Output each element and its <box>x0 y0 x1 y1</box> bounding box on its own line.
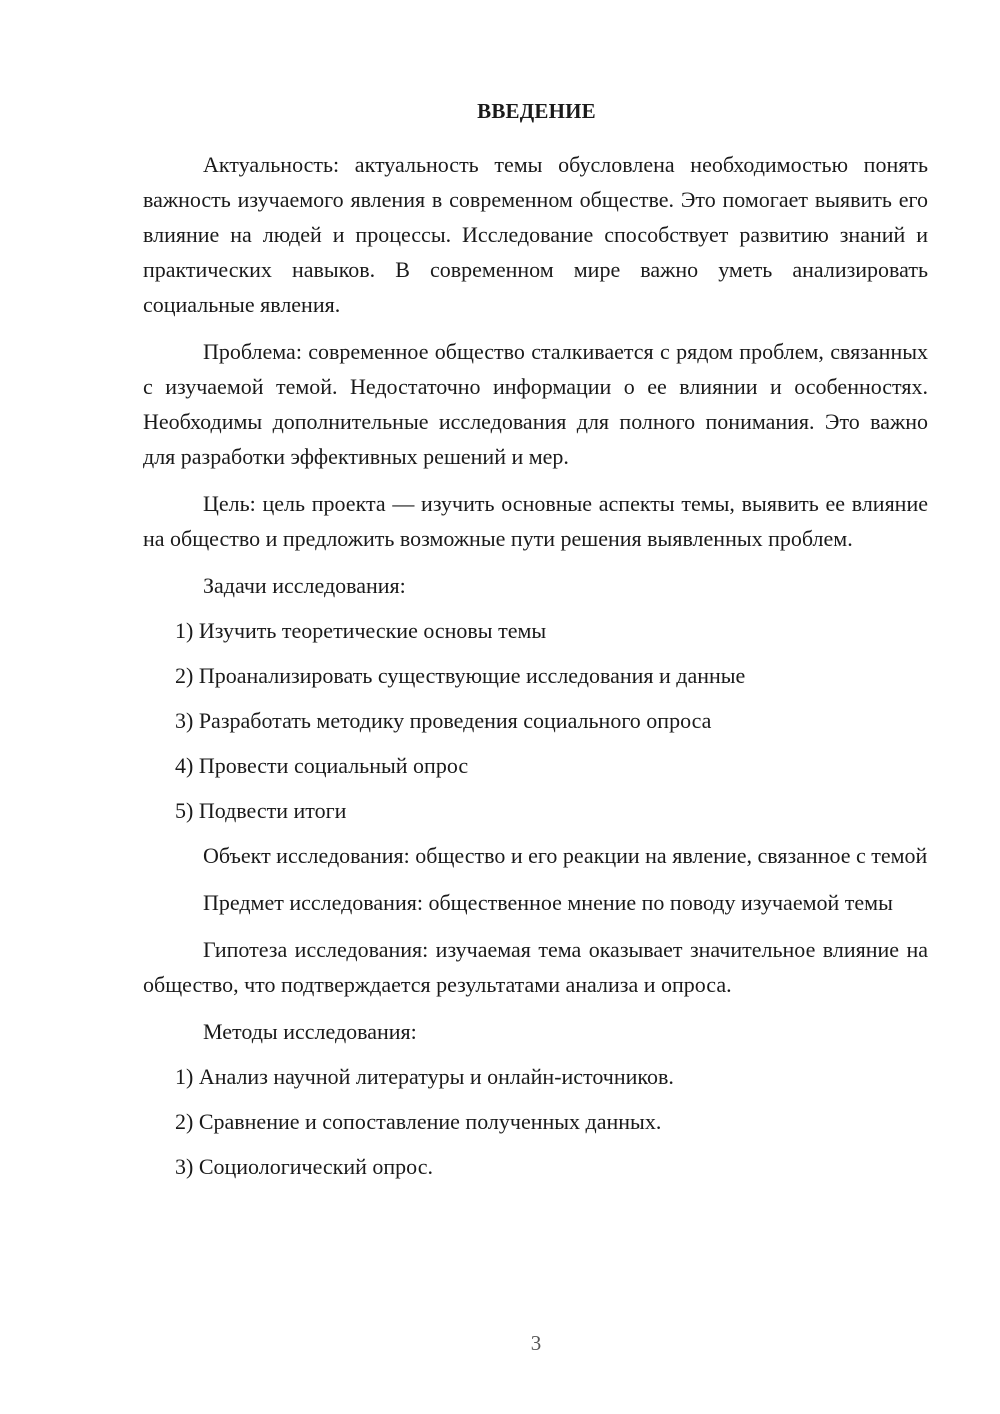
list-item: 2) Проанализировать существующие исследования и данные <box>175 663 746 688</box>
hypothesis-paragraph: Гипотеза исследования: изучаемая тема оказывает значительное влияние на общество, что подтверждается результатами анализа и опроса. <box>143 937 928 997</box>
tasks-list <box>143 613 928 828</box>
list-item: 4) Провести социальный опрос <box>175 753 469 778</box>
list-item: 3) Социологический опрос. <box>175 1154 433 1179</box>
page-content <box>143 94 928 1194</box>
section-title: ВВЕДЕНИЕ <box>477 99 596 123</box>
problem-paragraph: Проблема: современное общество сталкивается с рядом проблем, связанных с изучаемой темой. Недостаточно информации о ее влиянии и особенностях. Необходимы дополнительные исследования для полного понимания. Это важно для разработки эффективных решений и мер. <box>143 339 928 469</box>
object-paragraph: Объект исследования: общество и его реакции на явление, связанное с темой <box>203 843 928 868</box>
list-item: 5) Подвести итоги <box>175 798 347 823</box>
relevance-paragraph: Актуальность: актуальность темы обусловлена необходимостью понять важность изучаемого явления в современном обществе. Это помогает выявить его влияние на людей и процессы. Исследование способствует развитию знаний и практических навыков. В современном мире важно уметь анализировать социальные явления. <box>143 152 928 317</box>
goal-paragraph: Цель: цель проекта — изучить основные аспекты темы, выявить ее влияние на общество и предложить возможные пути решения выявленных проблем. <box>143 491 928 551</box>
list-item: 1) Изучить теоретические основы темы <box>175 618 547 643</box>
list-item: 3) Разработать методику проведения социального опроса <box>175 708 712 733</box>
tasks-heading: Задачи исследования: <box>203 573 406 598</box>
list-item: 2) Сравнение и сопоставление полученных данных. <box>175 1109 662 1134</box>
list-item: 1) Анализ научной литературы и онлайн-источников. <box>175 1064 674 1089</box>
subject-paragraph: Предмет исследования: общественное мнение по поводу изучаемой темы <box>203 890 893 915</box>
methods-list <box>143 1059 928 1184</box>
page-number: 3 <box>530 1331 542 1355</box>
methods-heading: Методы исследования: <box>203 1019 417 1044</box>
